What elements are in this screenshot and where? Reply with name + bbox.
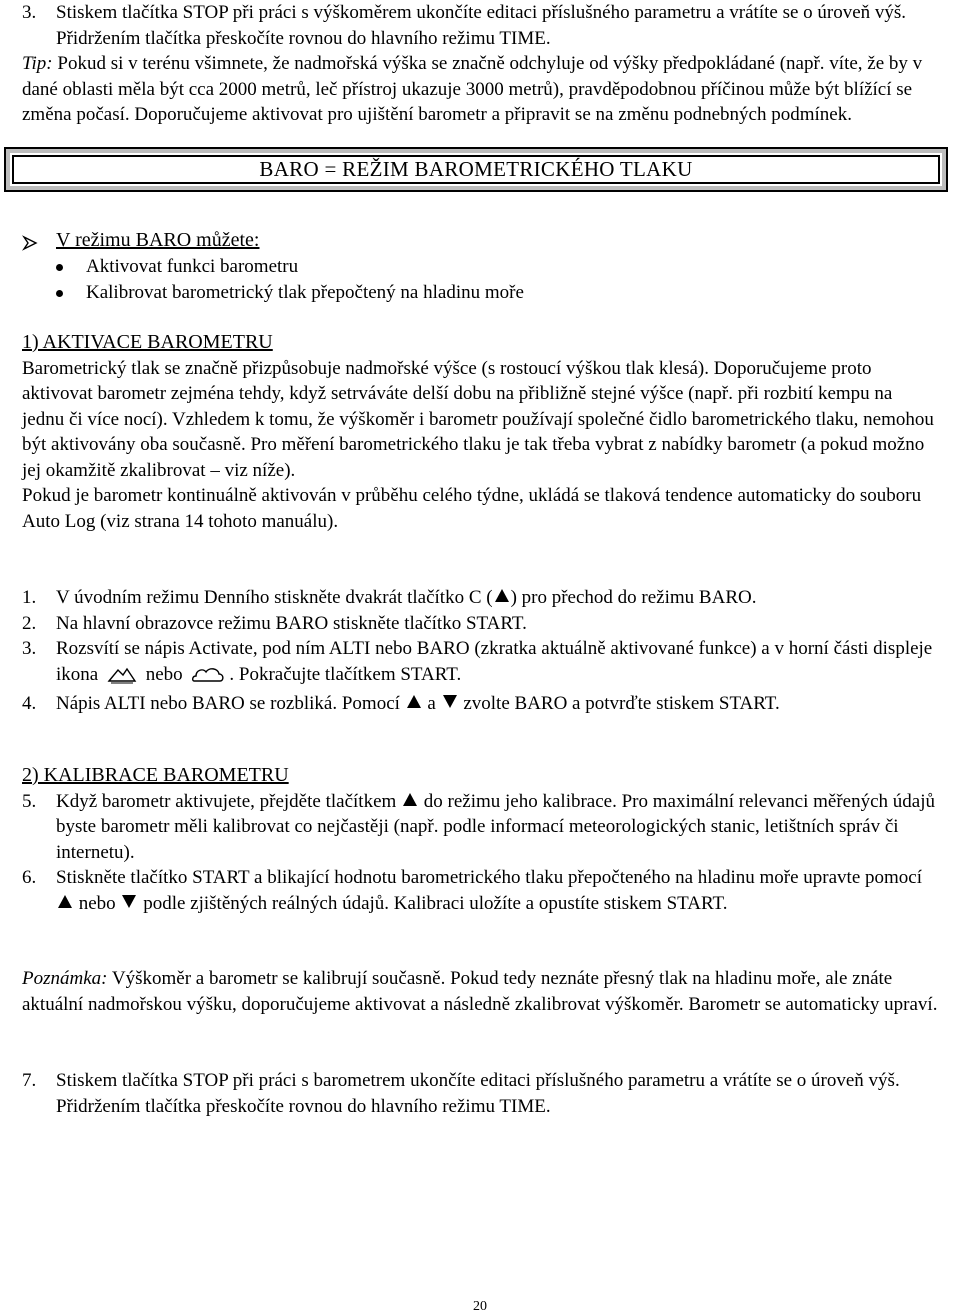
item-number: 6. [22,867,37,888]
modes-heading [22,228,259,254]
section-title: 2) KALIBRACE BAROMETRU [22,764,289,786]
modes-list [54,254,524,306]
modes-heading-text: V režimu BARO můžete: [56,229,260,251]
item-number: 7. [22,1070,37,1091]
item-text: Stiskem tlačítka STOP při práci s výškoměrem ukončíte editaci příslušného parametru a vrátíte se o úroveň výš. Přidržením tlačítka přeskočíte rovnou do hlavního režimu TIME. [56,2,907,49]
item-number: 4. [22,693,37,714]
step-text: Když barometr aktivujete, přejděte tlačítkem [56,790,402,812]
step-text: podle zjištěných reálných údajů. Kalibraci uložíte a opustíte stiskem START. [138,892,728,914]
step-text: zvolte BARO a potvrďte stiskem START. [458,693,780,714]
list-item [22,789,938,866]
altitude-mountain-icon [107,664,137,692]
arrow-bullet-icon [22,233,38,249]
item-number: 3. [22,638,37,659]
up-arrow-icon [403,793,417,806]
item-number: 3. [22,2,37,23]
step-text: ) pro přechod do režimu BARO. [510,587,757,608]
up-arrow-icon [495,589,509,602]
item-number: 1. [22,587,37,608]
list-item: Aktivovat funkci barometru [54,254,524,280]
step-text: a [422,693,441,714]
step-text: nebo [140,663,188,685]
final-step [22,1068,938,1119]
section-activation [22,330,938,534]
page-number: 20 [473,1299,487,1314]
top-section [22,0,938,128]
barometer-cloud-icon [191,664,225,692]
note-block [22,966,938,1017]
list-item [22,636,938,691]
list-item [22,691,938,717]
list-item [22,865,938,916]
step-text: Nápis ALTI nebo BARO se rozbliká. Pomocí [56,693,405,714]
note-text: Výškoměr a barometr se kalibrují současně. Pokud tedy neznáte přesný tlak na hladinu moře, ale znáte aktuální nadmořskou výšku, doporučujeme aktivovat a následně zkalibrovat výškoměr. Barometr se automaticky upraví. [22,968,938,1015]
tip-text: Pokud si v terénu všimnete, že nadmořská výška se značně odchyluje od výšky předpokládané (např. víte, že by v dané oblasti měla být cca 2000 metrů, leč přístroj ukazuje 3000 metrů), pravděpodobnou příčinou může být blížící se změna počasí. Doporučujeme aktivovat pro ujištění barometr a připravit se na změnu podnebných podmínek. [22,53,923,125]
note-paragraph [22,966,938,1017]
step-text: nebo [74,892,121,914]
tip-paragraph [22,51,938,128]
step-text: Stiskem tlačítka STOP při práci s barometrem ukončíte editaci příslušného parametru a vrátíte se o úroveň výš. Přidržením tlačítka přeskočíte rovnou do hlavního režimu TIME. [56,1070,900,1117]
paragraph: Barometrický tlak se značně přizpůsobuje nadmořské výšce (s rostoucí výškou tlak klesá). Doporučujeme proto aktivovat barometr zejména tehdy, když setrváváte delší dobu na přibližně stejné výšce (např. při rozbití kempu na jednu či více nocí). Vzhledem k tomu, že výškoměr i barometr používají společné čidlo barometrického tlaku, nemohou být aktivovány oba současně. Pro měření barometrického tlaku je tak třeba vybrat z nabídky barometr (a pokud možno jej okamžitě zkalibrovat – viz níže). [22,357,934,481]
step-text: V úvodním režimu Denního stiskněte dvakrát tlačítko C ( [56,587,493,608]
down-arrow-icon [122,895,136,908]
step-text: Stiskněte tlačítko START a blikající hodnotu barometrického tlaku přepočteného na hladinu moře upravte pomocí [56,867,923,888]
note-label: Poznámka: [22,968,108,989]
step-text: . Pokračujte tlačítkem START. [229,663,462,685]
tip-label: Tip: [22,53,53,74]
step-text: Na hlavní obrazovce režimu BARO stiskněte tlačítko START. [56,612,527,634]
mode-banner [4,147,948,192]
list-item [22,0,938,51]
down-arrow-icon [443,695,457,708]
list-item [22,1068,938,1119]
up-arrow-icon [407,695,421,708]
banner-title: BARO = REŽIM BAROMETRICKÉHO TLAKU [12,155,940,184]
section-calibration [22,763,938,916]
list-item [22,611,938,637]
list-item: Kalibrovat barometrický tlak přepočtený na hladinu moře [54,280,524,306]
activation-steps [22,585,938,717]
section-title: 1) AKTIVACE BAROMETRU [22,331,273,353]
step-text: do režimu jeho kalibrace. Pro maximální relevanci měřených údajů byste barometr měli kalibrovat co nejčastěji (např. podle informací meteorologických stanic, letištních správ či internetu). [56,790,935,863]
list-item [22,585,938,611]
paragraph: Pokud je barometr kontinuálně aktivován v průběhu celého týdne, ukládá se tlaková tendence automaticky do souboru Auto Log (viz strana 14 tohoto manuálu). [22,485,922,532]
up-arrow-icon [58,895,72,908]
item-number: 5. [22,790,37,812]
step-text: Rozsvítí se nápis Activate, pod ním ALTI nebo BARO (zkratka aktuálně aktivované funkce) a v horní části displeje ikona [56,638,933,685]
item-number: 2. [22,612,37,634]
